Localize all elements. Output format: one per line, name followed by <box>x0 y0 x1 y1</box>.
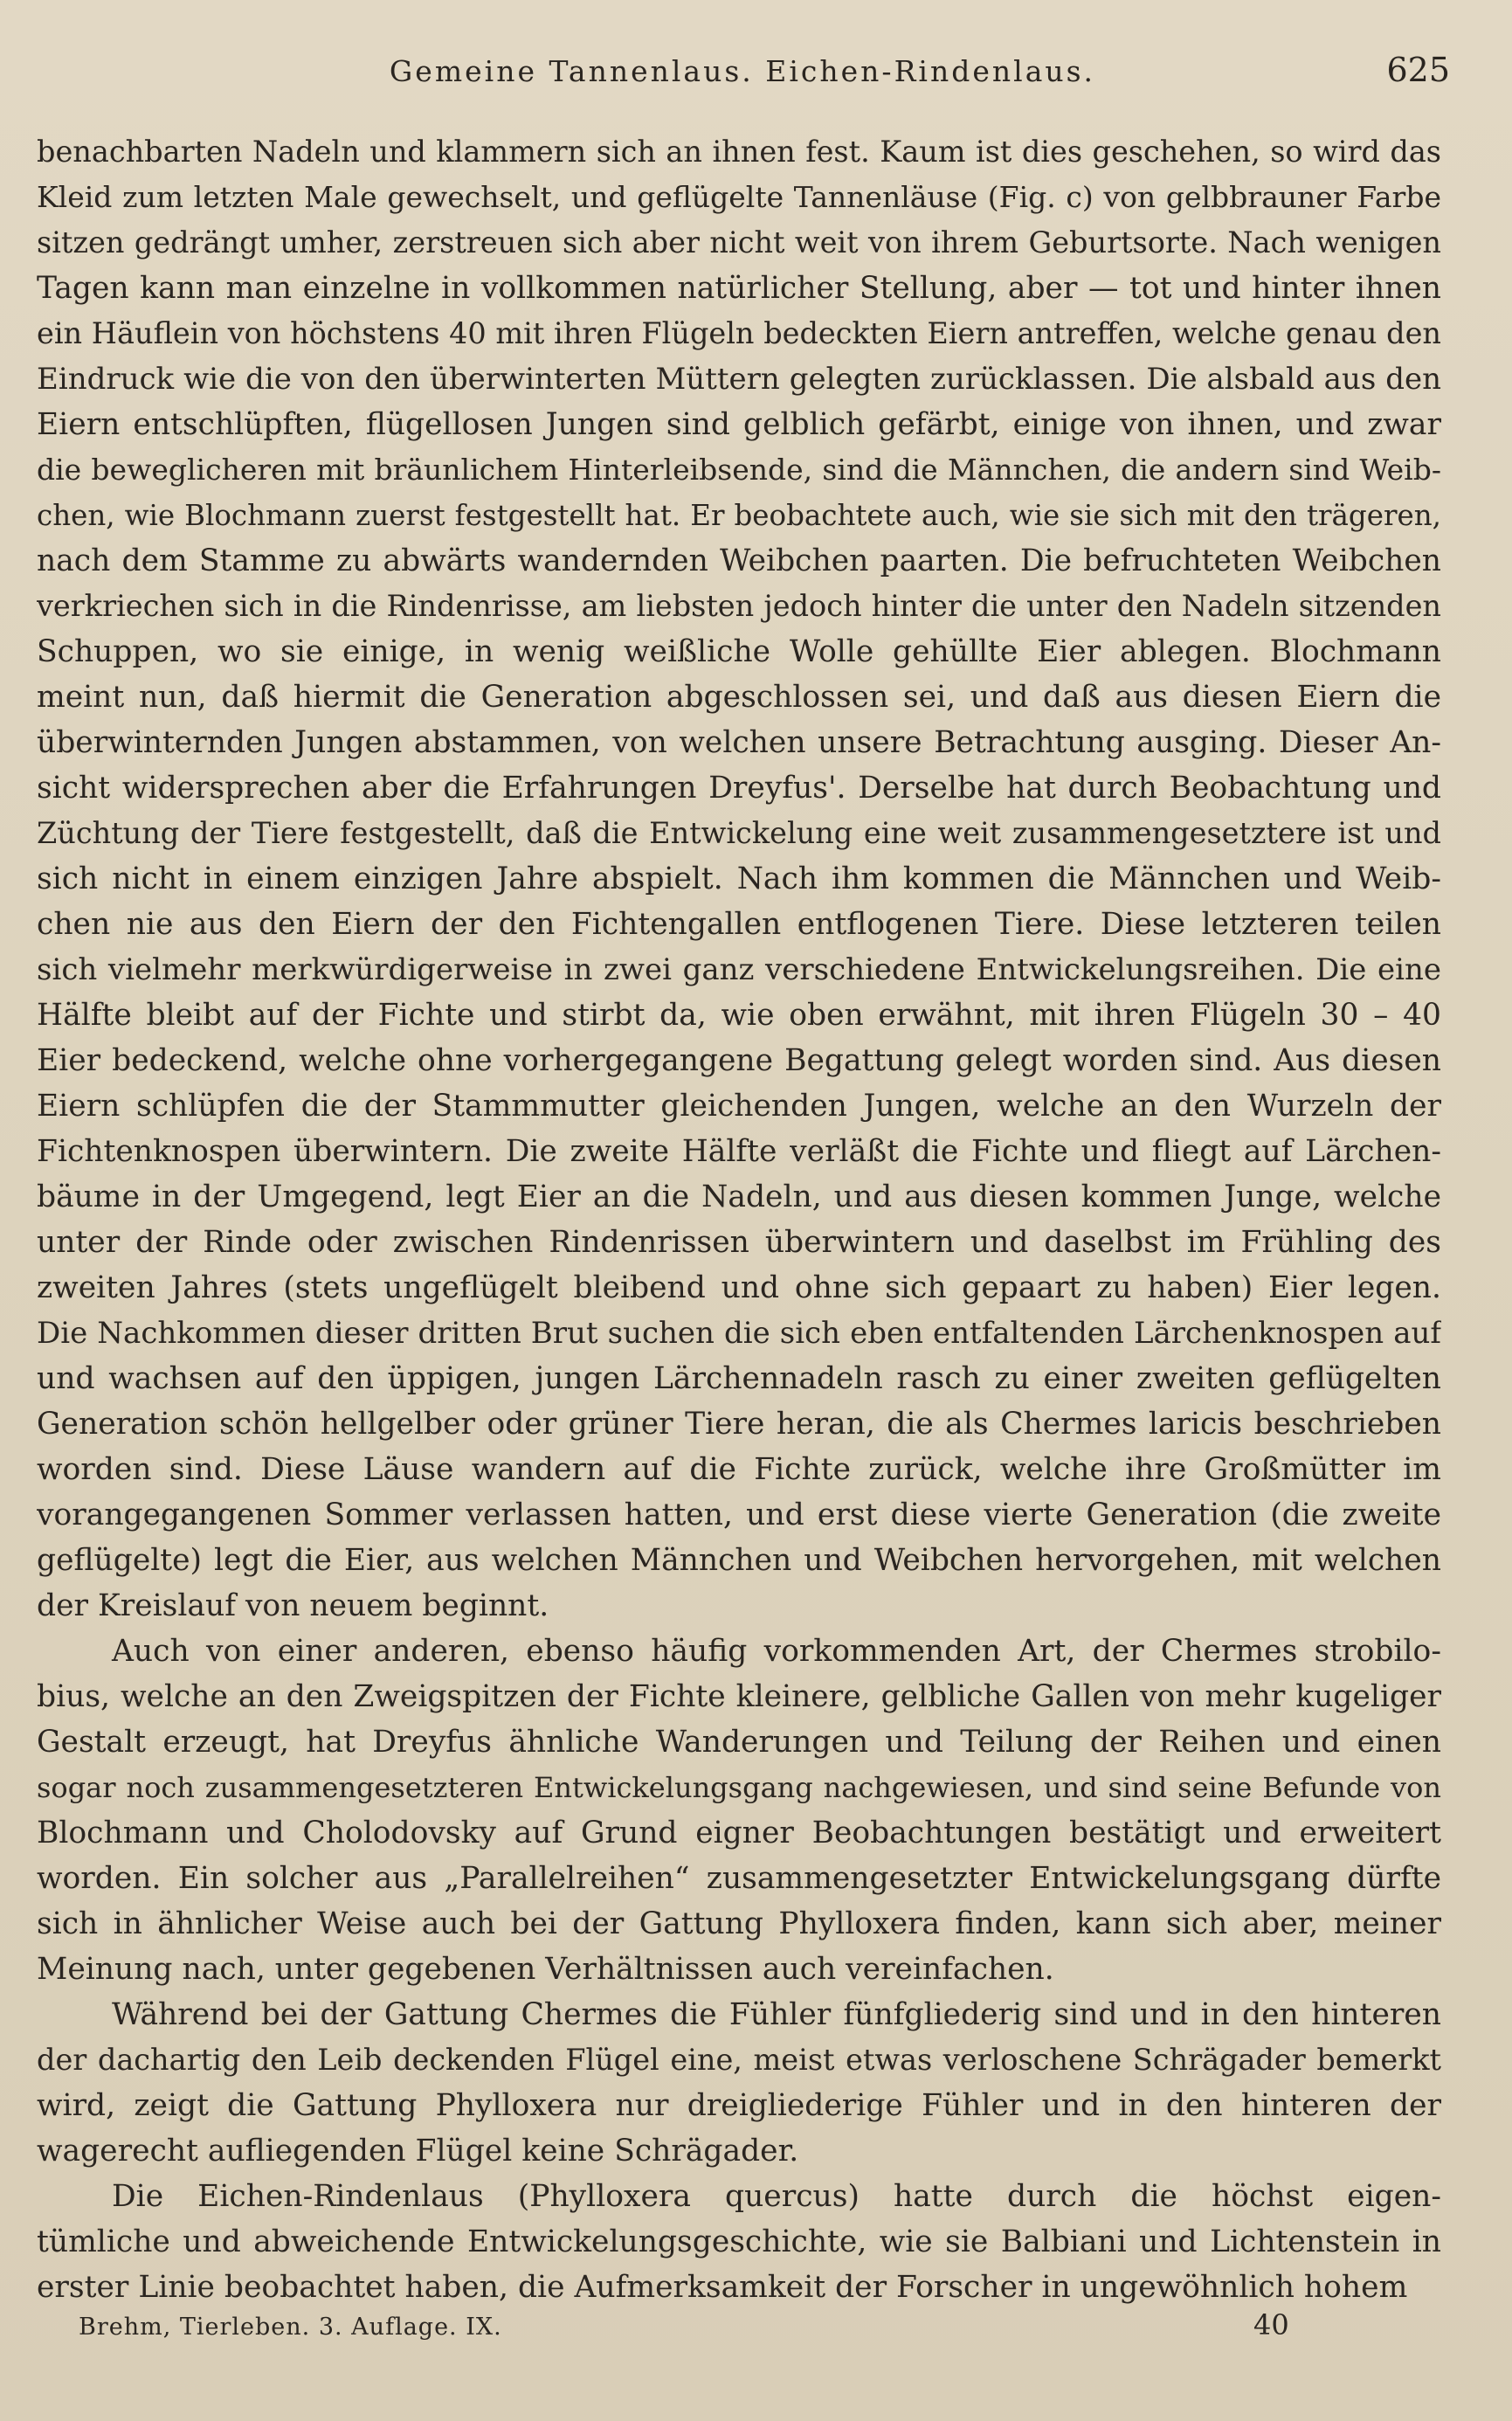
body-text <box>37 129 1441 2310</box>
sheet-signature: 40 <box>1253 2308 1289 2341</box>
text-line: erster Linie beobachtet haben, die Aufmerksamkeit der Forscher in ungewöhnlich hohem <box>37 2270 1408 2305</box>
running-title: Gemeine Tannenlaus. Eichen-Rindenlaus. <box>389 54 1096 88</box>
running-head <box>35 51 1450 94</box>
text-line: sich vielmehr merkwürdigerweise in zwei ganz verschiedene Entwickelungsreihen. Die eine <box>37 952 1441 987</box>
text-line: vorangegangenen Sommer verlassen hatten, und erst diese vierte Generation (die zweite <box>37 1498 1441 1532</box>
text-line: Blochmann und Cholodovsky auf Grund eigner Beobachtungen bestätigt und erweitert <box>37 1816 1441 1850</box>
text-line: sitzen gedrängt umher, zerstreuen sich aber nicht weit von ihrem Geburtsorte. Nach wenigen <box>37 225 1441 259</box>
text-line: Generation schön hellgelber oder grüner Tiere heran, die als Chermes laricis beschrieben <box>37 1407 1441 1442</box>
page-footer <box>79 2307 1301 2345</box>
text-line: ein Häuflein von höchstens 40 mit ihren Flügeln bedeckten Eiern antreffen, welche genau den <box>37 316 1441 350</box>
text-line: chen nie aus den Eiern der den Fichtengallen entflogenen Tiere. Diese letzteren teilen <box>37 907 1441 942</box>
paragraph <box>37 2174 1441 2310</box>
text-line: bius, welche an den Zweigspitzen der Fichte kleinere, gelbliche Gallen von mehr kugeliger <box>37 1679 1441 1714</box>
text-line: wird, zeigt die Gattung Phylloxera nur dreigliederige Fühler und in den hinteren der <box>37 2088 1441 2123</box>
text-line: Eindruck wie die von den überwinterten Müttern gelegten zurücklassen. Die alsbald aus den <box>37 362 1441 397</box>
text-line: unter der Rinde oder zwischen Rindenrissen überwintern und daselbst im Frühling des <box>37 1225 1441 1260</box>
text-line: chen, wie Blochmann zuerst festgestellt hat. Er beobachtete auch, wie sie sich mit den trägeren, <box>37 499 1441 532</box>
text-line: sich nicht in einem einzigen Jahre abspielt. Nach ihm kommen die Männchen und Weib- <box>37 861 1441 896</box>
paragraph <box>37 1992 1441 2174</box>
text-line: sich in ähnlicher Weise auch bei der Gattung Phylloxera finden, kann sich aber, meiner <box>37 1906 1441 1941</box>
text-line: Gestalt erzeugt, hat Dreyfus ähnliche Wanderungen und Teilung der Reihen und einen <box>37 1725 1441 1760</box>
text-line: Züchtung der Tiere festgestellt, daß die Entwickelung eine weit zusammengesetztere ist und <box>37 816 1441 850</box>
text-line: sogar noch zusammengesetzteren Entwickelungsgang nachgewiesen, und sind seine Befunde von <box>37 1771 1441 1804</box>
text-line: der Kreislauf von neuem beginnt. <box>37 1588 549 1623</box>
text-line: Meinung nach, unter gegebenen Verhältnissen auch vereinfachen. <box>37 1952 1054 1987</box>
text-line: tümliche und abweichende Entwickelungsgeschichte, wie sie Balbiani und Lichtenstein in <box>37 2224 1441 2259</box>
paragraph <box>37 129 1441 1629</box>
paragraph <box>37 1629 1441 1992</box>
text-line: überwinternden Jungen abstammen, von welchen unsere Betrachtung ausging. Dieser An- <box>37 725 1441 760</box>
text-line: worden sind. Diese Läuse wandern auf die Fichte zurück, welche ihre Großmütter im <box>37 1452 1441 1487</box>
text-line: benachbarten Nadeln und klammern sich an ihnen fest. Kaum ist dies geschehen, so wird das <box>37 135 1441 169</box>
text-line: bäume in der Umgegend, legt Eier an die Nadeln, und aus diesen kommen Junge, welche <box>37 1179 1441 1214</box>
text-line: Hälfte bleibt auf der Fichte und stirbt da, wie oben erwähnt, mit ihren Flügeln 30 – 40 <box>37 998 1441 1033</box>
text-line: Eier bedeckend, welche ohne vorhergegangene Begattung gelegt worden sind. Aus diesen <box>37 1043 1441 1078</box>
footer-imprint: Brehm, Tierleben. 3. Auflage. IX. <box>79 2314 502 2341</box>
text-line: Während bei der Gattung Chermes die Fühler fünfgliederig sind und in den hinteren <box>112 1997 1441 2032</box>
text-line: worden. Ein solcher aus „Parallelreihen“ zusammengesetzter Entwickelungsgang dürfte <box>37 1861 1441 1896</box>
page-number: 625 <box>1386 51 1450 89</box>
text-line: sicht widersprechen aber die Erfahrungen Dreyfus'. Derselbe hat durch Beobachtung und <box>37 771 1441 806</box>
text-line: Eiern entschlüpften, flügellosen Jungen sind gelblich gefärbt, einige von ihnen, und zwar <box>37 407 1441 442</box>
text-line: der dachartig den Leib deckenden Flügel eine, meist etwas verloschene Schrägader bemerkt <box>37 2043 1441 2077</box>
text-line: nach dem Stamme zu abwärts wandernden Weibchen paarten. Die befruchteten Weibchen <box>37 543 1441 578</box>
text-line: meint nun, daß hiermit die Generation abgeschlossen sei, und daß aus diesen Eiern die <box>37 680 1441 715</box>
text-line: Schuppen, wo sie einige, in wenig weißliche Wolle gehüllte Eier ablegen. Blochmann <box>37 634 1441 669</box>
text-line: Eiern schlüpfen die der Stammmutter gleichenden Jungen, welche an den Wurzeln der <box>37 1089 1441 1124</box>
text-line: Die Eichen-Rindenlaus (Phylloxera quercus) hatte durch die höchst eigen- <box>112 2179 1441 2214</box>
text-line: zweiten Jahres (stets ungeflügelt bleibend und ohne sich gepaart zu haben) Eier legen. <box>37 1270 1441 1305</box>
text-line: wagerecht aufliegenden Flügel keine Schrägader. <box>37 2134 799 2169</box>
text-line: geflügelte) legt die Eier, aus welchen Männchen und Weibchen hervorgehen, mit welchen <box>37 1543 1441 1578</box>
text-line: Tagen kann man einzelne in vollkommen natürlicher Stellung, aber — tot und hinter ihnen <box>37 271 1441 306</box>
text-line: Die Nachkommen dieser dritten Brut suchen die sich eben entfaltenden Lärchenknospen auf <box>37 1316 1441 1351</box>
text-line: Auch von einer anderen, ebenso häufig vorkommenden Art, der Chermes strobilo- <box>112 1634 1441 1669</box>
text-line: Kleid zum letzten Male gewechselt, und geflügelte Tannenläuse (Fig. c) von gelbbrauner Farbe <box>37 180 1441 214</box>
text-line: verkriechen sich in die Rindenrisse, am liebsten jedoch hinter die unter den Nadeln sitzenden <box>37 589 1441 623</box>
text-line: die beweglicheren mit bräunlichem Hinterleibsende, sind die Männchen, die andern sind Weib- <box>37 453 1441 487</box>
text-line: und wachsen auf den üppigen, jungen Lärchennadeln rasch zu einer zweiten geflügelten <box>37 1361 1441 1396</box>
text-line: Fichtenknospen überwintern. Die zweite Hälfte verläßt die Fichte und fliegt auf Lärchen- <box>37 1134 1441 1169</box>
